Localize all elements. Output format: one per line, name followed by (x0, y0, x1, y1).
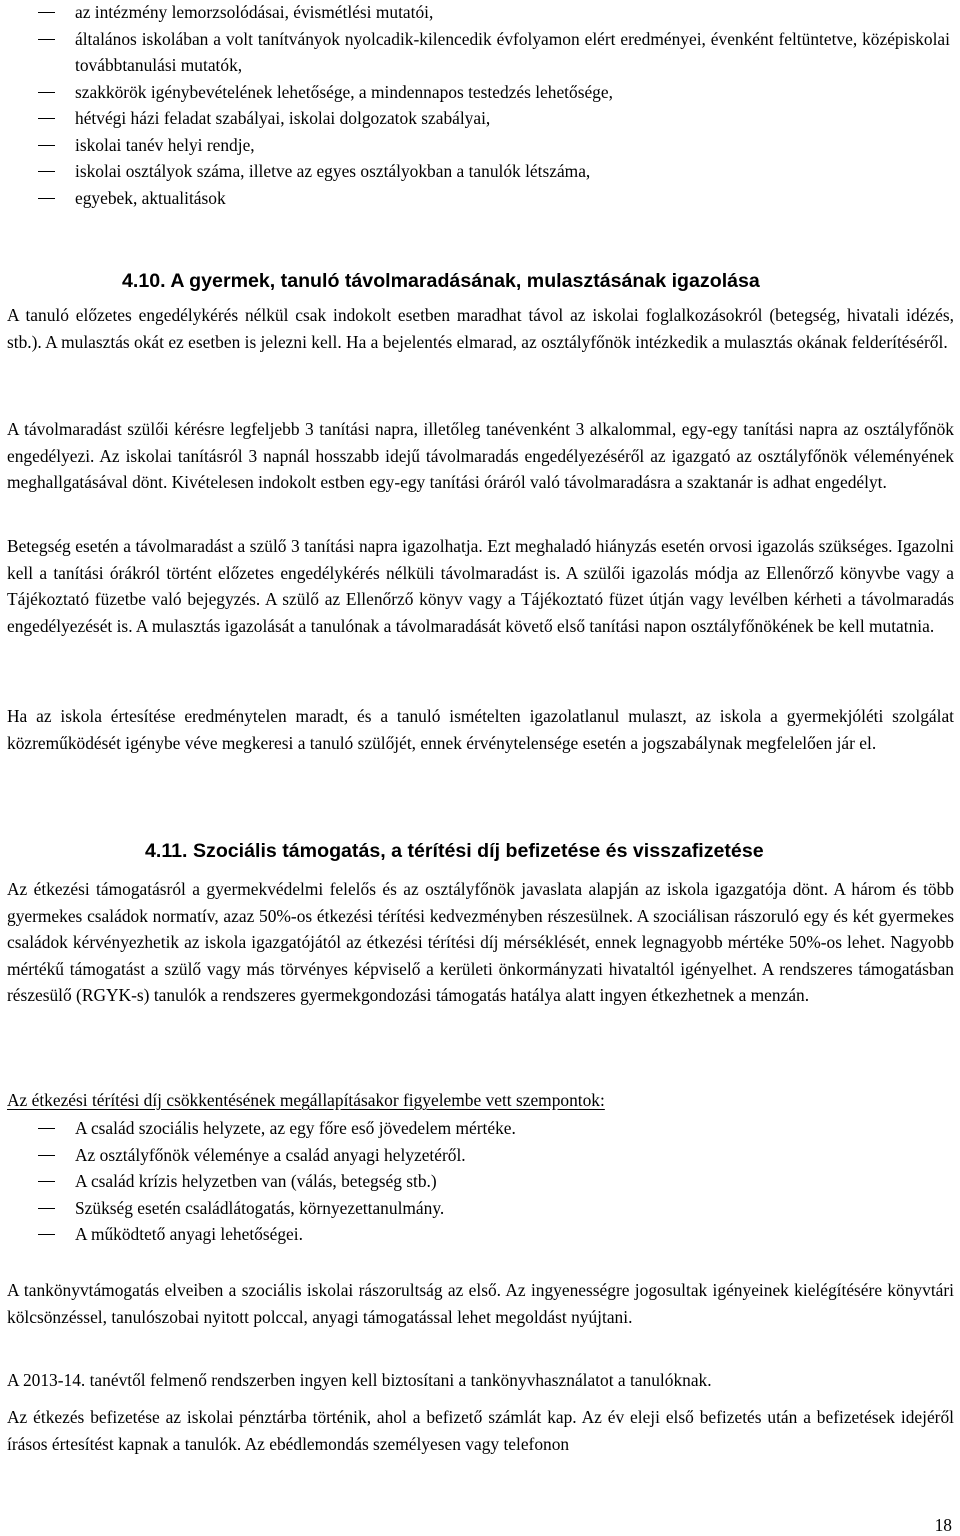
criteria-title: Az étkezési térítési díj csökkentésének megállapításakor figyelembe vett szempontok: (7, 1090, 605, 1110)
list-item: szakkörök igénybevételének lehetősége, a mindennapos testedzés lehetősége, (0, 79, 955, 106)
list-item: A család krízis helyzetben van (válás, betegség stb.) (0, 1168, 955, 1195)
list-item: az intézmény lemorzsolódásai, évismétlési mutatói, (0, 0, 955, 26)
page-number: 18 (934, 1515, 952, 1535)
section-title: Szociális támogatás, a térítési díj befizetése és visszafizetése (192, 840, 764, 862)
indicator-list (0, 0, 955, 211)
list-item: iskolai osztályok száma, illetve az egyes osztályokban a tanulók létszáma, (0, 158, 955, 185)
paragraph: Az étkezés befizetése az iskolai pénztárba történik, ahol a befizető számlát kap. Az év eleji első befizetés után a befizetések idejéről írásos értesítést kapnak a tanulók. Az ebédlemondás személyesen vagy telefonon (7, 1407, 954, 1454)
criteria-list (0, 1115, 955, 1248)
list-item: hétvégi házi feladat szabályai, iskolai dolgozatok szabályai, (0, 105, 955, 132)
section-number: 4.10. (122, 270, 166, 292)
section-heading-4-10 (122, 270, 760, 293)
paragraph: Ha az iskola értesítése eredménytelen maradt, és a tanuló ismételten igazolatlanul mulaszt, az iskola a gyermekjóléti szolgálat közreműködését igénybe véve megkeresi a tanuló szülőjét, ennek érvénytelensége esetén a jogszabálynak megfelelően jár el. (7, 706, 954, 753)
section-number: 4.11. (145, 840, 188, 862)
paragraph: A 2013-14. tanévtől felmenő rendszerben ingyen kell biztosítani a tankönyvhasználatot a tanulóknak. (7, 1370, 712, 1390)
list-item: A működtető anyagi lehetőségei. (0, 1221, 955, 1248)
section-heading-4-11 (145, 840, 764, 863)
list-item: iskolai tanév helyi rendje, (0, 132, 955, 159)
list-item: A család szociális helyzete, az egy főre eső jövedelem mértéke. (0, 1115, 955, 1142)
paragraph: Betegség esetén a távolmaradást a szülő 3 tanítási napra igazolhatja. Ezt meghaladó hiányzás esetén orvosi igazolás szükséges. Igazolni kell a tanítási órákról történt előzetes engedélykérés nélküli távolmaradást is. A szülői igazolás módja az Ellenőrző könyvbe vagy a Tájékoztató füzetbe való bejegyzés. A szülő az Ellenőrző könyv vagy a Tájékoztató füzet útján vagy levélben kérheti a távolmaradás engedélyezését is. A mulasztás igazolását a tanulónak a távolmaradását követő első tanítási napon osztályfőnökének be kell mutatnia. (7, 536, 954, 636)
paragraph: A tankönyvtámogatás elveiben a szociális iskolai rászorultság az első. Az ingyenességre jogosultak igényeinek kielégítésére könyvtári kölcsönzéssel, tanulószobai nyitott polccal, anyagi támogatással lehet megoldást nyújtani. (7, 1280, 954, 1327)
list-item: Az osztályfőnök véleménye a család anyagi helyzetéről. (0, 1142, 955, 1169)
list-item: általános iskolában a volt tanítványok nyolcadik-kilencedik évfolyamon elért eredményei, évenként feltüntetve, középiskolai továbbtanulási mutatók, (0, 26, 955, 79)
list-item: Szükség esetén családlátogatás, környezettanulmány. (0, 1195, 955, 1222)
paragraph: A távolmaradást szülői kérésre legfeljebb 3 tanítási napra, illetőleg tanévenként 3 alkalommal, egy-egy tanítási napra az osztályfőnök engedélyezi. Az iskolai tanításról 3 napnál hosszabb idejű távolmaradás engedélyezéséről az igazgató az osztályfőnök véleményének meghallgatásával dönt. Kivételesen indokolt estben egy-egy tanítási óráról való távolmaradásra a szaktanár is adhat engedélyt. (7, 419, 954, 493)
section-title: A gyermek, tanuló távolmaradásának, mulasztásának igazolása (170, 270, 760, 292)
paragraph: Az étkezési támogatásról a gyermekvédelmi felelős és az osztályfőnök javaslata alapján az iskola igazgatója dönt. A három és több gyermekes családok normatív, azaz 50%-os étkezési térítési kedvezményben részesülnek. A szociálisan rászoruló egy és két gyermekes családok kérvényezhetik az iskola igazgatójától az étkezési térítési díj mérséklését, ennek legnagyobb mértéke 50%-os lehet. Nagyobb mértékű támogatást a szülő vagy más törvényes képviselő a kerületi önkormányzati hivataltól igényelhet. A rendszeres támogatásban részesülő (RGYK-s) tanulók a rendszeres gyermekgondozási támogatás hatálya alatt ingyen étkezhetnek a menzán. (7, 879, 954, 1006)
list-item: egyebek, aktualitások (0, 185, 955, 212)
paragraph: A tanuló előzetes engedélykérés nélkül csak indokolt esetben maradhat távol az iskolai foglalkozásokról (betegség, hivatali idézés, stb.). A mulasztás okát ez esetben is jelezni kell. Ha a bejelentés elmarad, az osztályfőnök intézkedik a mulasztás okának felderítéséről. (7, 305, 954, 352)
